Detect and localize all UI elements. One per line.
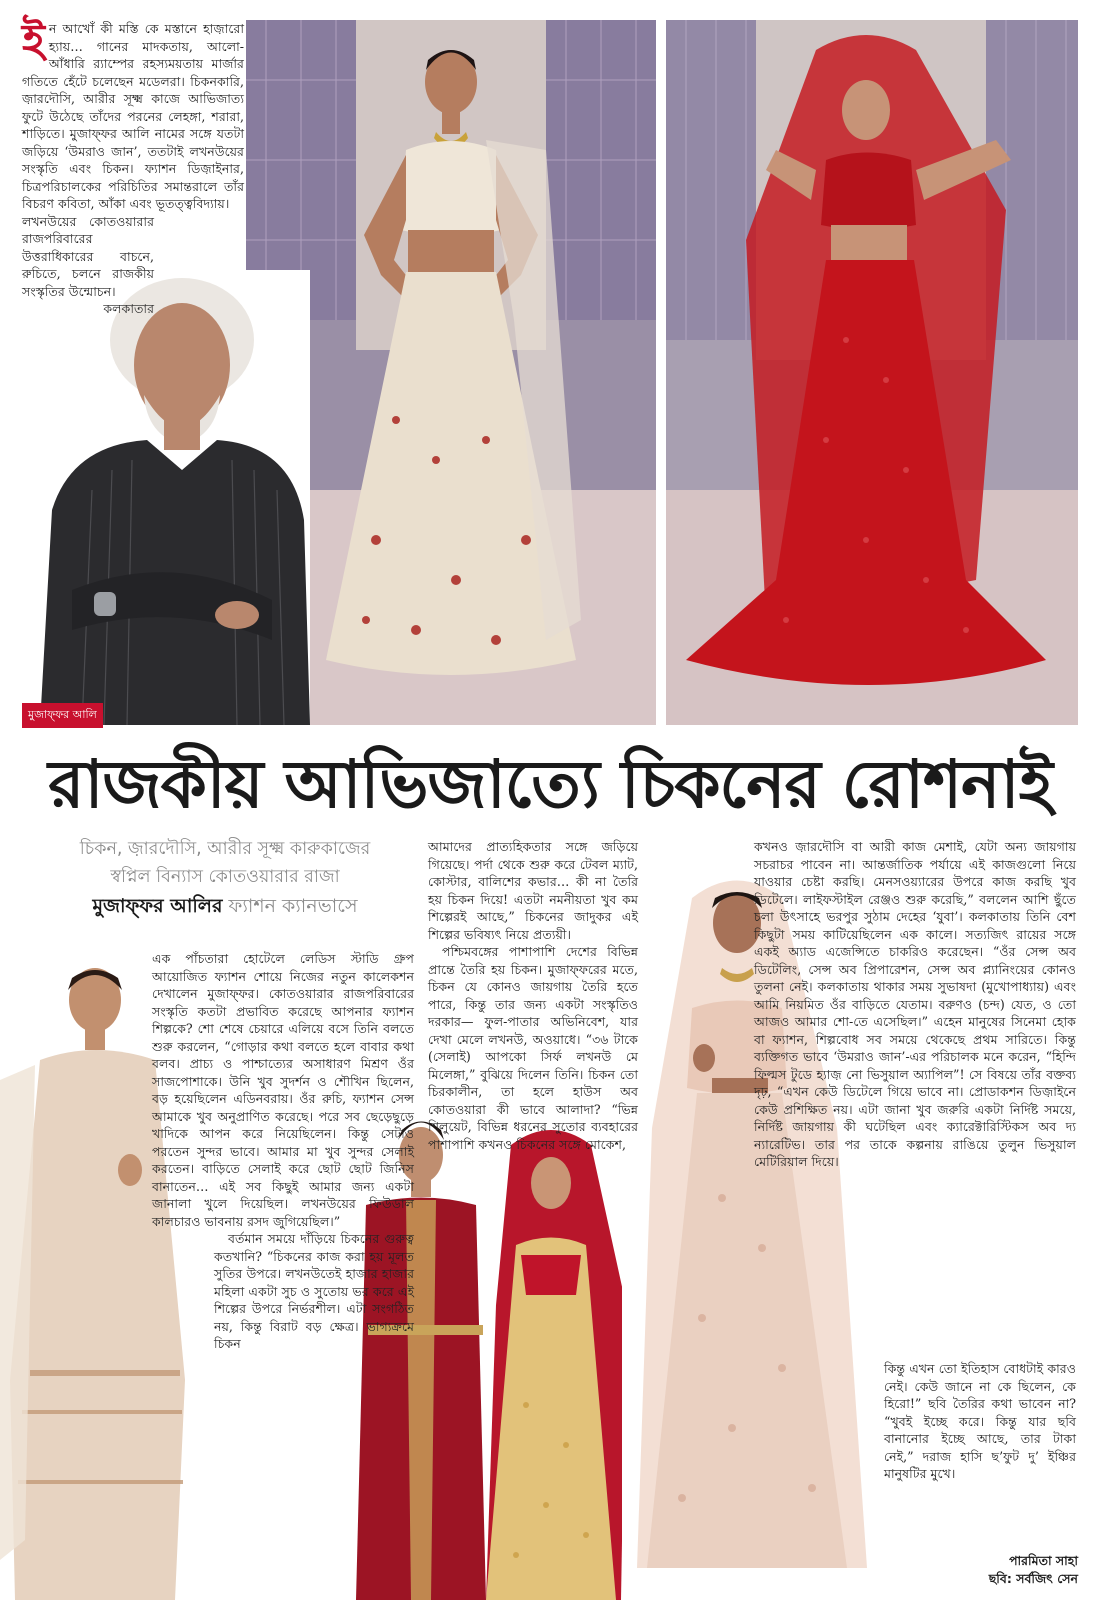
deck-designer-name: মুজাফ্ফর আলির xyxy=(92,895,223,917)
headline: রাজকীয় আভিজাত্যে চিকনের রোশনাই xyxy=(48,745,1052,823)
body-paragraph: এক পাঁচতারা হোটেলে লেডিস স্টাডি গ্রুপ আয়োজিত ফ্যাশন শোয়ে নিজের নতুন কালেকশন দেখালেন মুজাফ্ফর। কোতওয়ারার রাজপরিবারের সংস্কৃতি কতটা প্রভাবিত করেছে আপনার ফ্যাশন শিল্পকে? শো শেষে চেয়ারে এলিয়ে বসে তিনি বলতে শুরু করলেন, “গোড়ার কথা বলতে হলে বাবার কথা বলব। প্রাচ্য ও পাশ্চাত্যের অসাধারণ মিশ্রণ ওঁর সাজপোশাকে। উনি খুব সুদর্শন ও শৌখিন ছিলেন, বড় হয়েছিলেন এডিনবরায়। ওঁর রুচি, ফ্যাশন সেন্স আমাকে খুব অনুপ্রাণিত করেছে। পরে সব ছেড়েছুড়ে খাদিকে আপন করে নিয়েছিলেন। কিন্তু সেটাও পরতেন সুন্দর ভাবে। আমার মা খুব সুন্দর সেলাই করতেন। বাড়িতে সেলাই করে ছোট ছোট জিনিস বানাতেন… এই সব কিছুই আমার জন্য একটা জানালা খুলে দিয়েছিল। লখনউয়ের ফিউডাল কালচারও ভাবনায় রসদ জুগিয়েছিল।” xyxy=(152,951,414,1229)
deck xyxy=(40,835,410,921)
body-column-1 xyxy=(152,950,414,1353)
body-paragraph: পশ্চিমবঙ্গের পাশাপাশি দেশের বিভিন্ন প্রান্তে তৈরি হয় চিকন। মুজাফ্ফরের মতে, চিকন যে কোনও জায়গায় তৈরি হতে পারে, কিন্তু তার জন্য একটা সংস্কৃতিও দরকার— ফুল-পাতার অভিনিবেশ, যার দেখা মেলে লখনউ, অওয়াধে। “৩৬ টাকে (সেলাই) আপকো সির্ফ লখনউ মে মিলেঙ্গা,” বুঝিয়ে দিলেন তিনি। চিকন তো চিরকালীন, তা হলে হাউস অব কোতওয়ারা কী ভাবে আলাদা? “ভিন্ন শিলুয়েট, বিভিন্ন ধরনের সুতোর ব্যবহারের পাশাপাশি কখনও চিকনের সঙ্গে মোকেশ, xyxy=(428,944,638,1152)
deck-line-3-rest: ফ্যাশন ক্যানভাসে xyxy=(222,895,358,917)
deck-line-1: চিকন, জ়ারদৌসি, আরীর সূক্ষ্ম কারুকাজের xyxy=(79,839,371,859)
byline-photo-credit: ছবি: সর্বজিৎ সেন xyxy=(988,1571,1078,1586)
photo-caption-designer: মুজাফ্ফর আলি xyxy=(22,703,103,728)
red-lehenga-illustration xyxy=(666,20,1078,725)
photo-designer-muzaffar-ali xyxy=(32,270,310,725)
deck-line-2: স্বপ্নিল বিন্যাস কোতওয়ারার রাজা xyxy=(110,867,340,887)
intro-text-rest: রহস্যময়তায় মার্জার গতিতে হেঁটে চলেছেন মডেলরা। চিকনকারি, জ়ারদৌসি, আরীর সূক্ষ্ম কাজে আভিজাত্য ফুটে উঠেছে তাঁদের পরনের লেহঙ্গা, শরারা, শাড়িতে। মুজাফ্ফর আলি নামের সঙ্গে যতটা জড়িয়ে ‘উমরাও জান’, ততটাই লখনউয়ের সংস্কৃতি এবং চিকন। ফ্যাশন ডিজ়াইনার, চিত্রপরিচালকের পরিচিতির সমান্তরালে তাঁর বিচরণ কবিতা, আঁকা এবং ভূতত্ত্ববিদ্যায়। xyxy=(22,56,244,211)
intro-paragraph xyxy=(22,15,244,318)
body-column-3-continued xyxy=(884,1360,1076,1483)
designer-illustration xyxy=(32,270,310,725)
deck-line-3 xyxy=(40,891,410,921)
body-paragraph: কখনও জ়ারদৌসি বা আরী কাজ মেশাই, যেটা অন্য জায়গায় সচরাচর পাবেন না। আন্তর্জাতিক পর্যায়ে এই কাজগুলো নিয়ে যাওয়ার চেষ্টা করছি। মেনসওয়্যারের উপরে কাজ করছি খুব ডিটেলে। লাইফস্টাইল রেঞ্জও শুরু করেছি,” বললেন আশি ছুঁতে চলা উৎসাহে ভরপুর সুঠাম দেহের ‘যুবা’। কলকাতায় তিনি বেশ কিছুটা সময় কাটিয়েছিলেন এক কালে। সত্যজিৎ রায়ের সঙ্গে একই অ্যাড এজেন্সিতে চাকরিও করেছেন। “ওঁর সেন্স অব ডিটেলিং, সেন্স অব প্রিপারেশন, সেন্স অব প্ল্যানিংয়ের কোনও তুলনা নেই। কলকাতায় থাকার সময় সুভাষদা (মুখোপাধ্যায়) এবং আমি নিয়মিত ওঁর বাড়িতে যেতাম। বরুণও (চন্দ) যেত, ও তো আজও আমার শো-তে এসেছিল।” এহেন মানুষের সিনেমা হোক বা ফ্যাশন, শিল্পবোধ সব সময়ে থেকেছে প্রথম সারিতে। কিন্তু ব্যক্তিগত ভাবে ‘উমরাও জান’-এর পরিচালক মনে করেন, “হিন্দি ফিল্মস টুডে হ্যাজ় নো ভিসুয়াল অ্যাপিল”! সে বিষয়ে তাঁর বক্তব্য দৃঢ়, “এখন কেউ ডিটেলে গিয়ে ভাবে না। প্রোডাকশন ডিজ়াইনে কেউ প্রশিক্ষিত নয়। এটা জানা খুব জরুরি একটা নির্দিষ্ট সময়ে, নির্দিষ্ট জায়গায় কী ঘটেছিল এবং ক্যারেক্টারিস্টিকস অব দ্য ন্যারেটিভ। তার পর তাকে কল্পনায় রাঙিয়ে তুলুন ভিসুয়াল মেটিরিয়াল দিয়ে। xyxy=(754,839,1076,1169)
body-column-2 xyxy=(428,838,638,1153)
byline-author: পারমিতা সাহা xyxy=(1009,1553,1078,1568)
body-column-3 xyxy=(754,838,1076,1171)
byline xyxy=(989,1552,1078,1588)
drop-cap: ই xyxy=(22,15,45,66)
intro-signoff: কলকাতার xyxy=(103,301,154,316)
body-paragraph: কিন্তু এখন তো ইতিহাস বোধটাই কারও নেই। কেউ জানে না কে ছিলেন, কে হিরো!” ছবি তৈরির কথা ভাবেন না? “খুবই ইচ্ছে করে। কিন্তু যার ছবি বানানোর ইচ্ছে আছে, তার টাকা নেই,” দরাজ হাসি ছ’ফুট দু’ ইঞ্চির মানুষটির মুখে। xyxy=(884,1361,1076,1481)
intro-text-lead: ন আখোঁ কী মস্তি কে মস্তানে হাজ়ারো হ্যায়… গানের মাদকতায়, আলো-আঁধারি র‍্যাম্পের xyxy=(48,21,244,71)
body-paragraph: বর্তমান সময়ে দাঁড়িয়ে চিকনের গুরুত্ব কতখানি? “চিকনের কাজ করা হয় মূলত সুতির উপরে। লখনউতেই হাজার হাজার মহিলা একটা সুচ ও সুতোয় ভর করে এই শিল্পের উপরে নির্ভরশীল। এটা সংগঠিত নয়, কিন্তু বিরাট বড় ক্ষেত্র। ভাগ্যক্রমে চিকন xyxy=(214,1231,414,1351)
photo-runway-red-lehenga xyxy=(666,20,1078,725)
body-paragraph: আমাদের প্রাত্যহিকতার সঙ্গে জড়িয়ে গিয়েছে। পর্দা থেকে শুরু করে টেবল ম্যাট, কোস্টার, বালিশের কভার… কী না তৈরি হয় চিকন দিয়ে! এতটা নমনীয়তা খুব কম শিল্পেরই আছে,” চিকনের জাদুকর এই শিল্পের ভবিষ্যৎ নিয়ে প্রত্যয়ী। xyxy=(428,839,638,942)
intro-text-narrow: লখনউয়ের কোতওয়ারার রাজপরিবারের উত্তরাধিকারের বাচনে, রুচিতে, চলনে রাজকীয় সংস্কৃতির উন্মোচন। xyxy=(22,213,154,299)
